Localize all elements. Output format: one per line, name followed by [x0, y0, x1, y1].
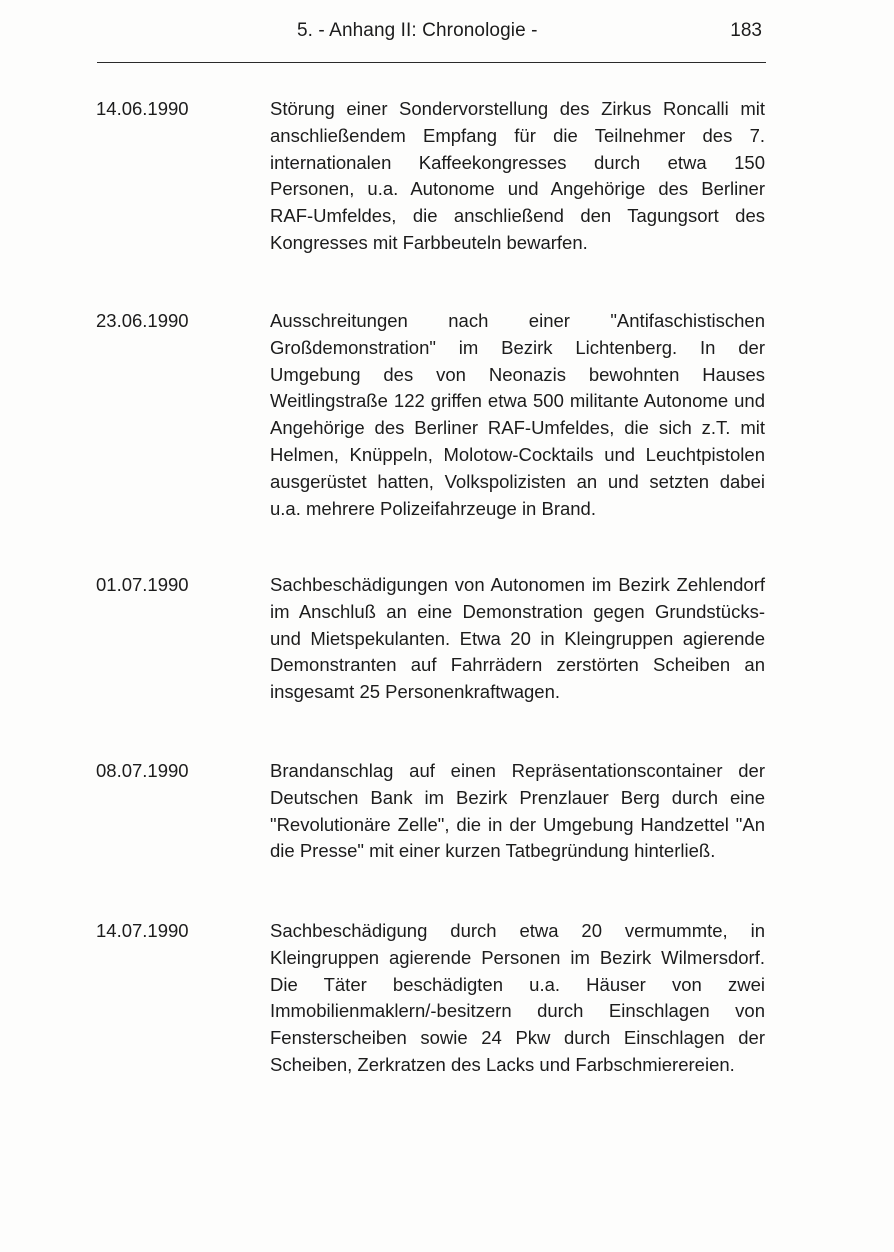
- header-divider: [97, 62, 766, 63]
- entry-date: 14.07.1990: [96, 920, 189, 941]
- entry-date: 01.07.1990: [96, 574, 189, 595]
- entry-description: Brandanschlag auf einen Repräsentationscontainer der Deutschen Bank im Bezirk Prenzlauer Berg durch eine "Revolutionäre Zelle", die in der Umgebung Handzettel "An die Presse" mit einer kurzen Tatbegründung hinterließ.: [270, 760, 765, 862]
- page-header: [97, 18, 765, 52]
- page-number: 183: [730, 20, 762, 41]
- running-header-title: 5. - Anhang II: Chronologie -: [297, 20, 538, 41]
- entry-description: Sachbeschädigung durch etwa 20 vermummte, in Kleingruppen agierende Personen im Bezirk Wilmersdorf. Die Täter beschädigten u.a. Häuser von zwei Immobilienmaklern/-besitzern durch Einschlagen von Fensterscheiben sowie 24 Pkw durch Einschlagen der Scheiben, Zerkratzen des Lacks und Farbschmierereien.: [270, 920, 765, 1075]
- entry-description: Ausschreitungen nach einer "Antifaschistischen Großdemonstration" im Bezirk Lichtenberg. In der Umgebung des von Neonazis bewohnten Hauses Weitlingstraße 122 griffen etwa 500 militante Autonome und Angehörige des Berliner RAF-Umfeldes, die sich z.T. mit Helmen, Knüppeln, Molotow-Cocktails und Leuchtpistolen ausgerüstet hatten, Volkspolizisten an und setzten dabei u.a. mehrere Polizeifahrzeuge in Brand.: [270, 310, 765, 519]
- entry-description: Sachbeschädigungen von Autonomen im Bezirk Zehlendorf im Anschluß an eine Demonstration gegen Grundstücks- und Mietspekulanten. Etwa 20 in Kleingruppen agierende Demonstranten auf Fahrrädern zerstörten Scheiben an insgesamt 25 Personenkraftwagen.: [270, 574, 765, 703]
- entry-date: 14.06.1990: [96, 98, 189, 119]
- entry-date: 08.07.1990: [96, 760, 189, 781]
- entry-date: 23.06.1990: [96, 310, 189, 331]
- entry-description: Störung einer Sondervorstellung des Zirkus Roncalli mit anschließendem Empfang für die Teilnehmer des 7. internationalen Kaffeekongresses durch etwa 150 Personen, u.a. Autonome und Angehörige des Berliner RAF-Umfeldes, die anschließend den Tagungsort des Kongresses mit Farbbeuteln bewarfen.: [270, 98, 765, 253]
